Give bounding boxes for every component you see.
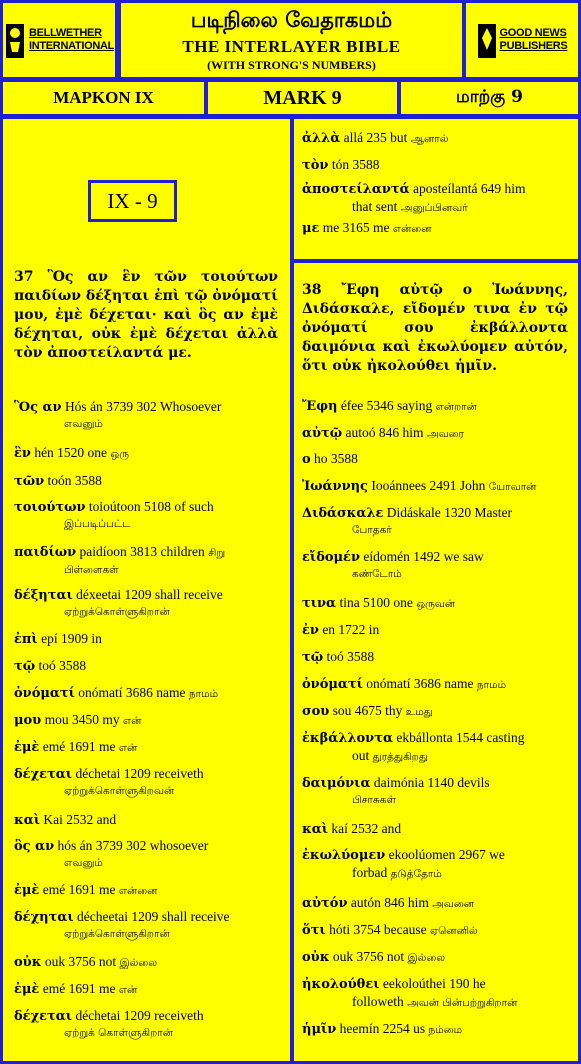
greek-word: Ἰωάννης [302,479,368,494]
tamil-gloss: ஏற்றுக்கொள்ளுகிறவன் [64,785,175,797]
word-entry [302,621,568,639]
word-entry [14,908,280,943]
transliteration: Iooánnees 2491 John [371,478,486,493]
tamil-gloss: ஒரு [110,448,129,460]
tamil-gloss: அவரை [426,428,464,440]
transliteration: toioútoon 5108 of such [88,499,214,514]
gloss-line [14,783,280,800]
transliteration: onómatí 3686 name [78,685,186,700]
left-logo-line-1: BELLWETHER [28,27,102,39]
greek-word: οὐκ [14,955,42,970]
transliteration: daimónia 1140 devils [373,775,490,790]
word-entry [302,894,568,913]
transliteration: tina 5100 one [339,595,413,610]
greek-word: παιδίων [14,545,77,560]
tamil-gloss: கண்டோம் [352,568,402,580]
greek-word: καὶ [14,813,41,828]
transliteration: allá 235 but [343,130,408,145]
english-title: THE INTERLAYER BIBLE [182,37,401,56]
transliteration: epí 1909 in [41,631,102,646]
transliteration: déchetai 1209 receiveth [75,766,204,781]
gloss-line [14,562,280,579]
word-entry [14,444,280,463]
greek-word: εἴδομέν [302,550,360,565]
gloss-line [14,416,280,433]
greek-word: ἐμὲ [14,883,40,898]
transliteration: tón 3588 [331,157,380,172]
tamil-gloss: இல்லை [407,952,446,964]
tamil-gloss: அவனை [432,898,475,910]
transliteration: déchetai 1209 receiveth [75,1008,204,1023]
greek-word: αὐτόν [302,896,348,911]
transliteration: déxeetai 1209 shall receive [76,587,223,602]
greek-word: δαιμόνια [302,776,371,791]
tamil-gloss: எவனும் [64,418,103,430]
word-entry [14,498,280,533]
gloss-line [14,516,280,533]
tamil-gloss: நம்மை [428,1024,463,1036]
word-entry [302,424,568,443]
tamil-title: படிநிலை வேதாகமம் [190,7,393,32]
word-entry [302,648,568,666]
word-entry [302,975,568,1012]
tamil-gloss: போதகர் [352,524,392,536]
greek-word: σου [302,704,330,719]
tamil-gloss: இல்லை [119,957,158,969]
word-entry [14,472,280,490]
transliteration: Kai 2532 and [43,812,117,827]
tamil-gloss: எவனும் [64,857,103,869]
word-entry [302,504,568,539]
greek-word: ὀνόματί [14,686,75,701]
tamil-gloss: பிசாசுகள் [352,794,396,806]
greek-word: ἐμὲ [14,982,40,997]
word-entry [302,219,568,238]
right-logo-box [463,0,581,80]
transliteration: toó 3588 [38,658,87,673]
left-logo-line-2: INTERNATIONAL [28,40,115,52]
transliteration: hós án 3739 302 whosoever [57,838,209,853]
greek-word: Ἔφη [302,399,338,414]
greek-word: δέχεται [14,767,73,782]
greek-word: ἀποστείλαντά [302,182,410,197]
transliteration: paidíoon 3813 children [79,544,205,559]
word-entry [302,729,568,766]
transliteration: hén 1520 one [34,445,108,460]
good-news-logo [477,20,568,60]
greek-word: ὃς αν [14,839,55,854]
word-entry [302,921,568,940]
word-entry [302,397,568,416]
greek-word: τοιούτων [14,500,86,515]
gloss-line [302,522,568,539]
greek-word: ἐν [302,623,319,638]
right-logo-line-2: PUBLISHERS [499,40,568,52]
greek-word: ἐκωλύομεν [302,848,386,863]
english-continuation: followeth [352,994,404,1009]
greek-word: ἡμῖν [302,1022,337,1037]
center-header-box [118,0,465,80]
transliteration: ouk 3756 not [44,954,117,969]
tamil-gloss: ஆனால் [410,133,449,145]
word-entry [14,811,280,829]
greek-word: ἀλλὰ [302,131,341,146]
greek-word: ο [302,452,311,467]
verse-37-greek: 37 Ὃς αν ἓν τῶν τοιούτων παιδίων δέξηται ἐπὶ τῷ ὀνόματί μου, ἐμὲ δέχεται· καὶ ὃς αν ἐμὲ δέχηται, οὐκ ἐμὲ δέχεται ἀλλὰ τὸν ἀποστείλαντά με. [14,269,278,361]
english-continuation: out [352,748,370,763]
ram-icon [4,20,26,60]
word-entry [302,820,568,838]
verse-badge: IX - 9 [88,180,177,222]
word-entry [302,156,568,174]
greek-word: τῶν [14,474,45,489]
transliteration: emé 1691 me [42,882,116,897]
transliteration: ekbállonta 1544 casting [396,730,525,745]
transliteration: heemín 2254 us [339,1021,426,1036]
transliteration: autoó 846 him [345,425,424,440]
word-entry [302,548,568,583]
greek-word: μου [14,713,42,728]
word-entry [14,881,280,900]
word-entry [302,675,568,694]
greek-word: τινα [302,596,337,611]
tamil-gloss: என் [118,984,138,996]
tamil-gloss: ஏற்றுக்கொள்ளுகிறான் [64,928,170,940]
transliteration: emé 1691 me [42,739,116,754]
word-entry [302,702,568,721]
greek-word: ἠκολούθει [302,977,380,992]
tamil-gloss: ஏற்றுக் கொள்ளுகிறான் [64,1027,173,1039]
gloss-line [302,792,568,809]
word-entry [14,738,280,757]
transliteration: me 3165 me [322,220,390,235]
transliteration: onómatí 3686 name [366,676,474,691]
transliteration: ekoolúomen 2967 we [388,847,505,862]
tamil-gloss: என் [122,715,142,727]
greek-word: ὀνόματί [302,677,363,692]
english-continuation: that sent [352,199,398,214]
tamil-gloss: உமது [405,706,433,718]
word-entry [14,765,280,800]
transliteration: mou 3450 my [44,712,120,727]
subtitle: (WITH STRONG'S NUMBERS) [207,58,376,72]
greek-word: δέξηται [14,588,73,603]
word-entry [14,980,280,999]
transliteration: toó 3588 [326,649,375,664]
gloss-line [14,855,280,872]
gloss-line [14,926,280,943]
gloss-line [14,604,280,621]
tamil-gloss: துரத்துகிறது [372,751,428,763]
greek-word: τῷ [302,650,324,665]
transliteration: aposteílantá 649 him [412,181,526,196]
tamil-gloss: அவன் பின்பற்றுகிறான் [407,997,518,1009]
transliteration: Didáskale 1320 Master [386,505,512,520]
english-continuation: forbad [352,865,388,880]
transliteration: ho 3588 [314,451,358,466]
english-book-title-box [205,79,400,117]
word-entry [14,837,280,872]
word-entry [14,586,280,621]
english-book-title: MARK 9 [263,86,342,109]
word-entry [14,711,280,730]
word-entry [14,630,280,648]
transliteration: ouk 3756 not [332,949,405,964]
word-entry [14,657,280,675]
gloss-line [302,864,568,883]
tamil-book-title-box [398,79,581,117]
word-entry [302,594,568,613]
word-entry [302,129,568,148]
greek-word: ἓν [14,446,31,461]
greek-word: δέχεται [14,1009,73,1024]
transliteration: Hós án 3739 302 Whosoever [64,399,222,414]
tamil-gloss: அனுப்பினவர் [400,202,468,214]
transliteration: décheetai 1209 shall receive [77,909,230,924]
tamil-gloss: என்னை [118,885,158,897]
transliteration: hóti 3754 because [329,922,427,937]
word-entry [302,774,568,809]
transliteration: autón 846 him [350,895,429,910]
tamil-gloss: தடுத்தோம் [390,868,442,880]
word-entry [302,477,568,496]
tamil-gloss: சிறு [208,547,226,559]
transliteration: sou 4675 thy [332,703,403,718]
greek-word: ὅτι [302,923,326,938]
transliteration: kaí 2532 and [331,821,402,836]
tamil-gloss: என் [118,742,138,754]
greek-word: ἐμὲ [14,740,40,755]
word-entry [302,180,568,217]
tamil-gloss: பிள்ளைகள் [64,564,119,576]
greek-word: ἐκβάλλοντα [302,731,393,746]
greek-word: Διδάσκαλε [302,506,384,521]
left-logo-box [0,0,118,80]
transliteration: eekoloúthei 190 he [382,976,486,991]
greek-word: τὸν [302,158,329,173]
tamil-gloss: நாமம் [476,679,507,691]
transliteration: eídomén 1492 we saw [363,549,484,564]
word-entry [14,398,280,433]
greek-word: αὐτῷ [302,426,343,441]
tamil-gloss: நாமம் [188,688,219,700]
gloss-line [302,747,568,766]
tamil-gloss: என்றான் [435,401,477,413]
gloss-line [302,198,568,217]
transliteration: emé 1691 me [42,981,116,996]
tamil-book-title: மாற்கு 9 [456,87,523,107]
word-entry [302,1020,568,1039]
gloss-line [302,993,568,1012]
transliteration: éfee 5346 saying [340,398,433,413]
bellwether-logo [4,20,114,60]
word-entry [302,450,568,468]
greek-word: με [302,221,320,236]
word-entry [14,1007,280,1042]
word-entry [302,846,568,883]
gloss-line [302,566,568,583]
tamil-gloss: ஏற்றுக்கொள்ளுகிறான் [64,606,170,618]
word-entry [302,948,568,967]
greek-word: οὐκ [302,950,330,965]
tamil-gloss: இப்படிப்பட்ட [64,518,131,530]
tamil-gloss: ஒருவன் [416,598,456,610]
greek-book-title-box [0,79,207,117]
greek-word: Ὃς αν [14,400,62,415]
tamil-gloss: என்னை [392,223,432,235]
transliteration: toón 3588 [47,473,102,488]
greek-word: τῷ [14,659,36,674]
word-entry [14,684,280,703]
gloss-line [14,1025,280,1042]
verse-38-greek: 38 Ἔφη αὐτῷ ο Ἰωάννης, Διδάσκαλε, εἴδομέν τινα ἐν τῷ ὀνόματί σου ἐκβάλλοντα δαιμόνια καὶ ἐκωλύομεν αὐτόν, ὅτι οὐκ ἠκολούθει ἡμῖν. [302,282,568,374]
tamil-gloss: யோவான் [488,481,537,493]
greek-book-title: MAPKON IX [53,88,154,107]
greek-word: ἐπὶ [14,632,38,647]
tamil-gloss: ஏனெனில் [429,925,478,937]
word-entry [14,953,280,972]
transliteration: en 1722 in [322,622,380,637]
right-logo-line-1: GOOD NEWS [499,27,567,39]
word-entry [14,543,280,579]
lamp-icon [477,20,497,60]
greek-word: καὶ [302,822,329,837]
greek-word: δέχηται [14,910,74,925]
